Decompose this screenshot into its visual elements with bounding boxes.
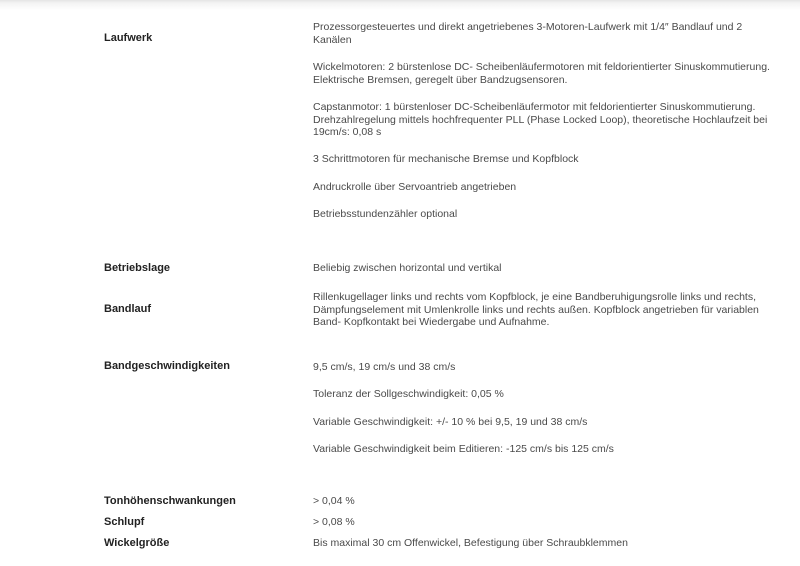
spec-label-wickelgroesse: Wickelgröße [104,537,170,549]
laufwerk-text-6: Betriebsstundenzähler optional [313,208,458,220]
spec-label-bandgeschwindigkeiten: Bandgeschwindigkeiten [104,360,230,372]
laufwerk-text-4: 3 Schrittmotoren für mechanische Bremse und Kopfblock [313,153,579,165]
spec-label-laufwerk: Laufwerk [104,32,153,44]
spec-label-schlupf: Schlupf [104,516,145,528]
betriebslage-text: Beliebig zwischen horizontal und vertikal [313,262,502,274]
laufwerk-text-2: Wickelmotoren: 2 bürstenlose DC- Scheibenläufermotoren mit feldorientierter Sinuskommutierung. Elektrische Bremsen, geregelt über Bandzugsensoren. [313,61,770,86]
bandgeschwindigkeiten-text-4: Variable Geschwindigkeit beim Editieren: -125 cm/s bis 125 cm/s [313,443,614,455]
spec-label-betriebslage: Betriebslage [104,262,171,274]
bandgeschwindigkeiten-text-3: Variable Geschwindigkeit: +/- 10 % bei 9,5, 19 und 38 cm/s [313,416,588,428]
spec-label-bandlauf: Bandlauf [104,303,152,315]
laufwerk-text-5: Andruckrolle über Servoantrieb angetrieben [313,181,517,193]
bandgeschwindigkeiten-text-1: 9,5 cm/s, 19 cm/s und 38 cm/s [313,361,456,373]
bandgeschwindigkeiten-text-2: Toleranz der Sollgeschwindigkeit: 0,05 % [313,388,504,400]
bandlauf-text: Rillenkugellager links und rechts vom Kopfblock, je eine Bandberuhigungsrolle links und rechts, Dämpfungselement mit Umlenkrolle links und rechts außen. Kopfblock angetrieben für variablen Band- Kopfkontakt bei Wiedergabe und Aufnahme. [313,291,759,328]
wickelgroesse-text: Bis maximal 30 cm Offenwickel, Befestigung über Schraubklemmen [313,537,628,549]
tonhoehenschwankungen-text: > 0,04 % [313,495,355,507]
laufwerk-text-1: Prozessorgesteuertes und direkt angetriebenes 3-Motoren-Laufwerk mit 1/4″ Bandlauf und 2 Kanälen [313,21,743,46]
schlupf-text: > 0,08 % [313,516,355,528]
laufwerk-text-3: Capstanmotor: 1 bürstenloser DC-Scheibenläufermotor mit feldorientierter Sinuskommutierung. Drehzahlregelung mittels hochfrequenter PLL (Phase Locked Loop), theoretische Hochlaufzeit bei 19cm/s: 0,08 s [313,101,768,138]
spec-label-tonhoehenschwankungen: Tonhöhenschwankungen [104,495,236,507]
top-shadow [0,0,800,10]
